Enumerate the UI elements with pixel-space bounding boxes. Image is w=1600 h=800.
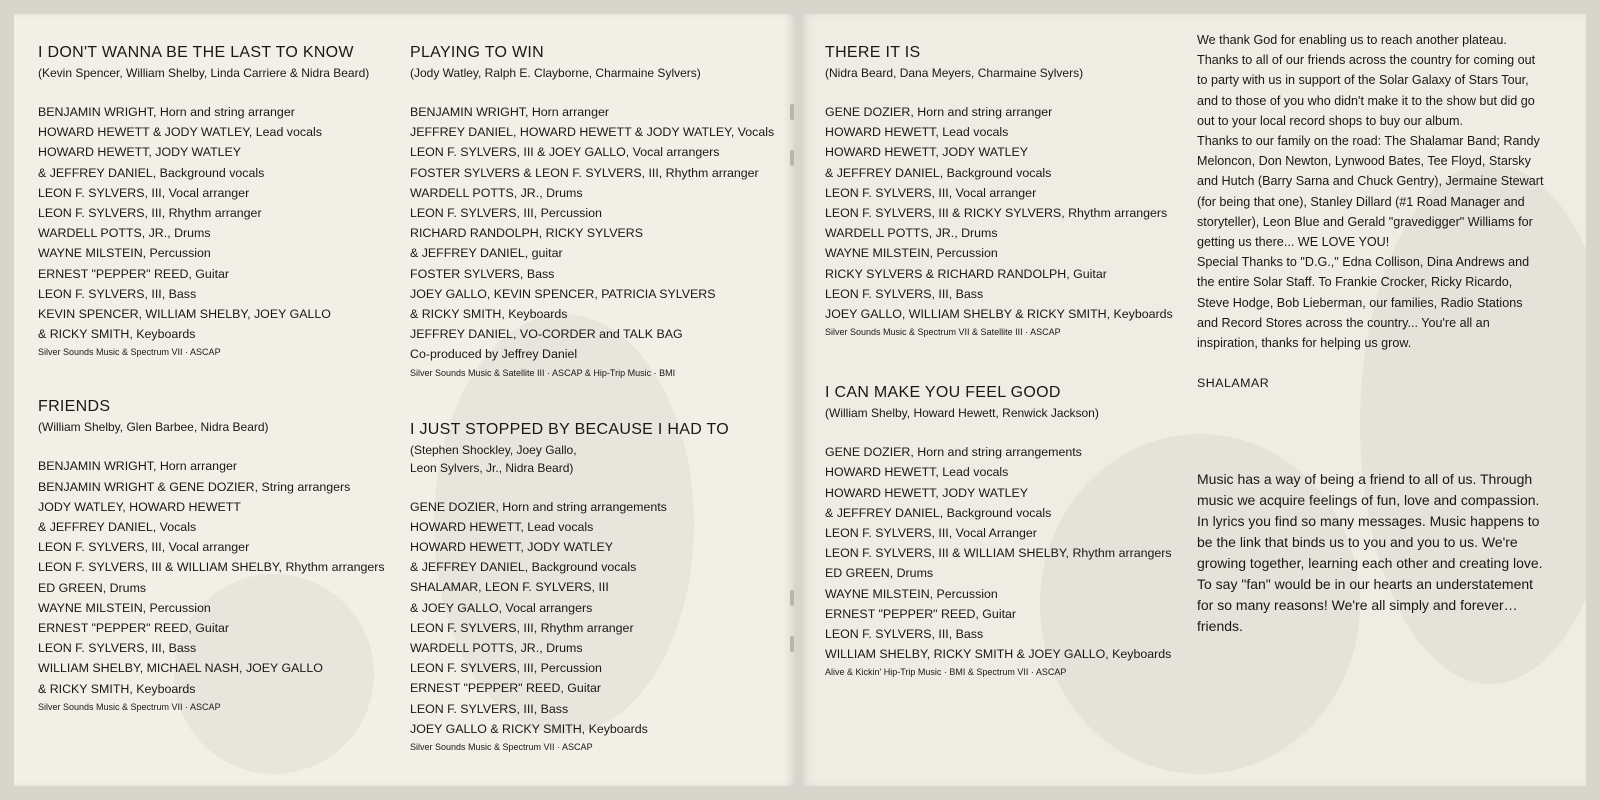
signature: SHALAMAR [1197,376,1270,391]
credit-line: & JEFFREY DANIEL, guitar [410,246,563,261]
publisher-line: Silver Sounds Music & Satellite III · ASCAP & Hip-Trip Music · BMI [410,367,676,378]
credit-line: ERNEST "PEPPER" REED, Guitar [410,681,602,696]
credit-line: WAYNE MILSTEIN, Percussion [38,246,211,261]
credit-line: LEON F. SYLVERS, III, Bass [825,286,984,301]
credits-list [825,442,1195,664]
credit-line: RICKY SYLVERS & RICHARD RANDOLPH, Guitar [825,266,1107,281]
binding-staple [790,150,794,166]
credit-line: LEON F. SYLVERS, III, Bass [38,286,197,301]
thanks-paragraph-family: Thanks to our family on the road: The Shalamar Band; Randy Meloncon, Don Newton, Lynwood Bates, Tee Floyd, Starsky and Hutch (Barry Sarna and Chuck Gentry), Jermaine Stewart (for being that one), Stanley Dillard (#1 Road Manager and storyteller), Leon Blue and Gerald "gravedigger" Williams for getting us there... WE LOVE YOU! [1197,134,1544,250]
credit-line: GENE DOZIER, Horn and string arranger [825,105,1053,119]
publisher-line: Silver Sounds Music & Spectrum VII · ASCAP [38,701,221,712]
credits-list [825,102,1195,324]
credit-line: WILLIAM SHELBY, RICKY SMITH & JOEY GALLO, Keyboards [825,647,1172,662]
booklet-left-page [14,14,796,786]
credit-line: Co-produced by Jeffrey Daniel [410,347,578,362]
publisher-line: Silver Sounds Music & Spectrum VII · ASCAP [410,742,593,753]
credit-line: JOEY GALLO, WILLIAM SHELBY & RICKY SMITH, Keyboards [825,307,1173,322]
credits-list [38,102,398,344]
binding-staple [790,104,794,120]
credit-line: ED GREEN, Drums [825,566,934,581]
credit-line: HOWARD HEWETT, JODY WATLEY [410,540,614,555]
song-block [410,419,790,753]
song-title: PLAYING TO WIN [410,44,545,61]
thanks-paragraph-special: Special Thanks to "D.G.," Edna Collison, Dina Andrews and the entire Solar Staff. To Frankie Crocker, Ricky Ricardo, Steve Hodge, Bob Lieberman, our families, Radio Stations and Record Stores across the country... You're all an inspiration, thanks for helping us grow. [1197,255,1530,351]
middle-column [410,36,790,753]
publisher-line: Silver Sounds Music & Spectrum VII · ASCAP [38,347,221,358]
credit-line: & RICKY SMITH, Keyboards [38,327,196,342]
credit-line: FOSTER SYLVERS & LEON F. SYLVERS, III, Rhythm arranger [410,165,759,180]
credit-line: HOWARD HEWETT, JODY WATLEY [38,145,242,160]
publisher-line: Silver Sounds Music & Spectrum VII & Satellite III · ASCAP [825,327,1061,338]
song-writers: (Stephen Shockley, Joey Gallo, Leon Sylvers, Jr., Nidra Beard) [410,442,577,475]
credit-line: LEON F. SYLVERS, III, Bass [825,627,984,642]
binding-staple [790,590,794,606]
booklet-right-page [800,14,1586,786]
song-title: FRIENDS [38,398,111,416]
credit-line: LEON F. SYLVERS, III & JOEY GALLO, Vocal arrangers [410,145,720,160]
credit-line: BENJAMIN WRIGHT & GENE DOZIER, String arrangers [38,479,351,494]
friends-message: Music has a way of being a friend to all of us. Through music we acquire feelings of fun, love and compassion. In lyrics you find so many messages. Music happens to be the link that binds us to you and you to us. We're growing together, learning each other and creating love. To say "fan" would be in our hearts an understatement for so many reasons! We're all simply and forever…friends. [1197,471,1543,635]
credit-line: HOWARD HEWETT, JODY WATLEY [825,145,1029,160]
song-block [825,42,1195,338]
credit-line: WARDELL POTTS, JR., Drums [38,226,211,241]
credit-line: JODY WATLEY, HOWARD HEWETT [38,499,241,514]
credit-line: WARDELL POTTS, JR., Drums [410,185,583,200]
credit-line: & JEFFREY DANIEL, Background vocals [38,165,265,180]
credit-line: LEON F. SYLVERS, III, Bass [410,701,569,716]
credit-line: & JEFFREY DANIEL, Vocals [38,520,197,535]
credit-line: LEON F. SYLVERS, III, Vocal arranger [38,185,250,200]
left-column [38,36,398,713]
credit-line: WAYNE MILSTEIN, Percussion [825,246,998,261]
credit-line: LEON F. SYLVERS, III, Rhythm arranger [410,620,634,635]
credit-line: HOWARD HEWETT & JODY WATLEY, Lead vocals [38,125,322,140]
credit-line: LEON F. SYLVERS, III & RICKY SYLVERS, Rhythm arrangers [825,206,1168,221]
credit-line: RICHARD RANDOLPH, RICKY SYLVERS [410,226,643,241]
song-title: I DON'T WANNA BE THE LAST TO KNOW [38,44,354,61]
credit-line: & JEFFREY DANIEL, Background vocals [825,505,1052,520]
credit-line: LEON F. SYLVERS, III, Percussion [410,206,602,221]
credit-line: JEFFREY DANIEL, VO-CORDER and TALK BAG [410,327,683,342]
credit-line: LEON F. SYLVERS, III & WILLIAM SHELBY, Rhythm arrangers [825,546,1172,561]
credit-line: LEON F. SYLVERS, III, Vocal Arranger [825,526,1037,541]
song-title: THERE IT IS [825,44,921,61]
song-block [410,42,790,379]
song-block [825,382,1195,678]
credit-line: LEON F. SYLVERS, III, Bass [38,641,197,656]
song-writers: (Jody Watley, Ralph E. Clayborne, Charmaine Sylvers) [410,66,701,80]
credit-line: FOSTER SYLVERS, Bass [410,266,555,281]
credit-line: ERNEST "PEPPER" REED, Guitar [38,266,230,281]
song-writers: (William Shelby, Howard Hewett, Renwick Jackson) [825,406,1099,421]
credits-column-right [825,36,1195,678]
credit-line: HOWARD HEWETT, JODY WATLEY [825,485,1029,500]
song-title: I JUST STOPPED BY BECAUSE I HAD TO [410,420,730,438]
credit-line: LEON F. SYLVERS, III, Rhythm arranger [38,206,262,221]
thanks-column [1197,30,1547,637]
credit-line: LEON F. SYLVERS, III, Vocal arranger [825,185,1037,200]
song-block [38,42,398,358]
thanks-paragraph-tour: We thank God for enabling us to reach another plateau. Thanks to all of our friends across the country for coming out to party with us in support of the Solar Galaxy of Stars Tour, and to those of you who didn't make it to the show but did go out to your local record shops to buy our album. [1197,33,1536,128]
credit-line: LEON F. SYLVERS, III, Percussion [410,661,602,676]
credit-line: HOWARD HEWETT, Lead vocals [410,519,594,534]
credit-line: WARDELL POTTS, JR., Drums [825,226,998,241]
song-writers: (Nidra Beard, Dana Meyers, Charmaine Sylvers) [825,66,1084,80]
credits-list [38,456,398,698]
credit-line: SHALAMAR, LEON F. SYLVERS, III [410,580,609,595]
credit-line: JEFFREY DANIEL, HOWARD HEWETT & JODY WATLEY, Vocals [410,125,775,140]
credit-line: JOEY GALLO, KEVIN SPENCER, PATRICIA SYLVERS [410,286,716,301]
binding-staple [790,636,794,652]
credit-line: GENE DOZIER, Horn and string arrangements [825,445,1082,460]
credit-line: & RICKY SMITH, Keyboards [410,307,568,322]
credit-line: LEON F. SYLVERS, III & WILLIAM SHELBY, Rhythm arrangers [38,560,385,575]
credit-line: ED GREEN, Drums [38,580,147,595]
credit-line: WARDELL POTTS, JR., Drums [410,641,583,656]
credit-line: KEVIN SPENCER, WILLIAM SHELBY, JOEY GALLO [38,307,331,322]
credit-line: BENJAMIN WRIGHT, Horn arranger [410,105,609,119]
credit-line: WAYNE MILSTEIN, Percussion [825,586,998,601]
credit-line: ERNEST "PEPPER" REED, Guitar [825,606,1017,621]
credit-line: BENJAMIN WRIGHT, Horn arranger [38,459,237,474]
song-writers: (Kevin Spencer, William Shelby, Linda Carriere & Nidra Beard) [38,66,370,80]
credits-list [410,102,790,365]
credit-line: & JEFFREY DANIEL, Background vocals [825,165,1052,180]
credits-list [410,497,790,739]
credit-line: GENE DOZIER, Horn and string arrangements [410,499,667,514]
song-block [38,396,398,712]
song-writers: (William Shelby, Glen Barbee, Nidra Beard) [38,420,269,435]
credit-line: LEON F. SYLVERS, III, Vocal arranger [38,540,250,555]
credit-line: JOEY GALLO & RICKY SMITH, Keyboards [410,721,648,736]
credit-line: & RICKY SMITH, Keyboards [38,681,196,696]
credit-line: WILLIAM SHELBY, MICHAEL NASH, JOEY GALLO [38,661,323,676]
credit-line: WAYNE MILSTEIN, Percussion [38,600,211,615]
song-title: I CAN MAKE YOU FEEL GOOD [825,384,1061,402]
credit-line: BENJAMIN WRIGHT, Horn and string arranger [38,105,295,119]
credit-line: & JEFFREY DANIEL, Background vocals [410,560,637,575]
publisher-line: Alive & Kickin' Hip-Trip Music · BMI & Spectrum VII · ASCAP [825,667,1067,678]
credit-line: HOWARD HEWETT, Lead vocals [825,125,1009,140]
credit-line: ERNEST "PEPPER" REED, Guitar [38,621,230,636]
credit-line: HOWARD HEWETT, Lead vocals [825,465,1009,480]
credit-line: & JOEY GALLO, Vocal arrangers [410,600,593,615]
